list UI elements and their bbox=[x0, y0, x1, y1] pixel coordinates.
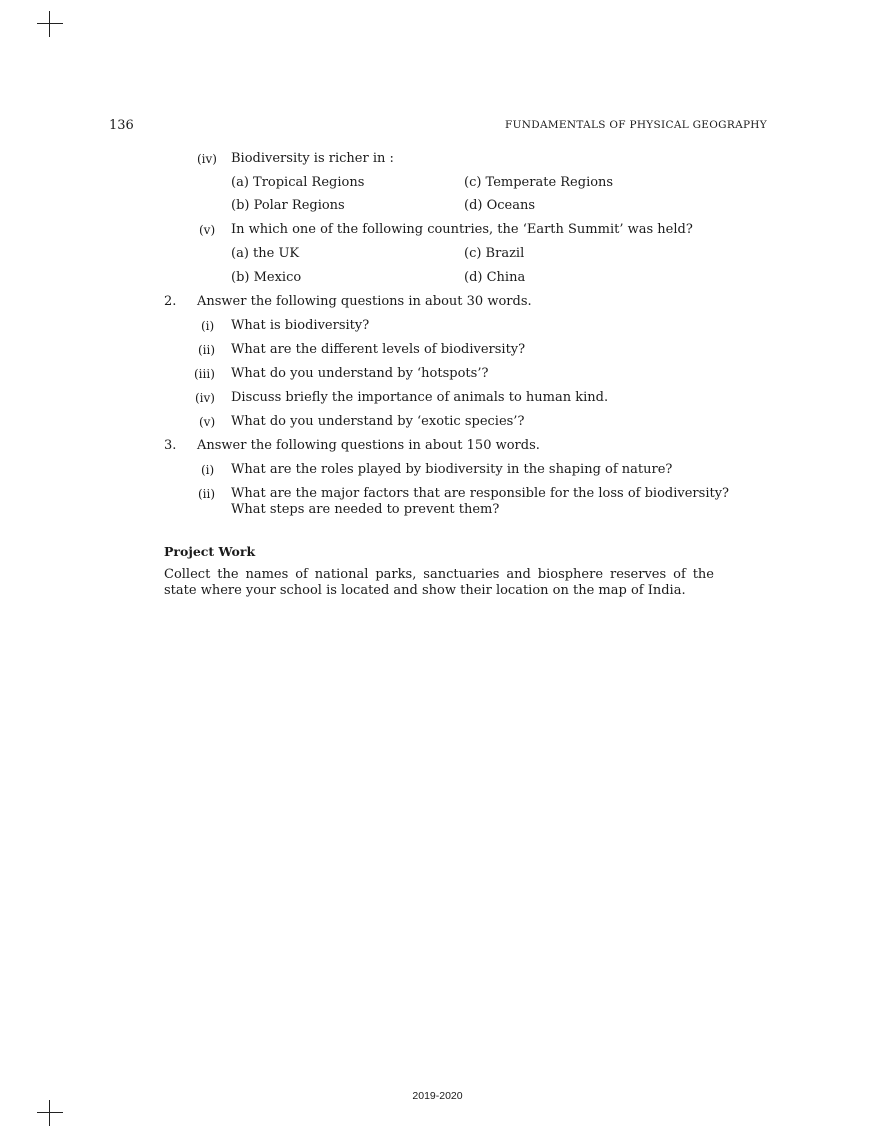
project-work-paragraph: Collect the names of national parks, sanctuaries and biosphere reserves of the state where your school is located and show their location on the map of India. bbox=[164, 567, 714, 598]
question-text: Answer the following questions in about 150 words. bbox=[197, 438, 540, 453]
item-text: Discuss briefly the importance of animals to human kind. bbox=[231, 390, 609, 405]
question-text: In which one of the following countries, the ‘Earth Summit’ was held? bbox=[231, 222, 693, 237]
item-number: (ii) bbox=[198, 343, 216, 357]
option-a: (a) Tropical Regions bbox=[231, 175, 365, 190]
option-a: (a) the UK bbox=[231, 246, 300, 261]
item-text: What are the roles played by biodiversity in the shaping of nature? bbox=[231, 462, 673, 477]
question-text: Answer the following questions in about 30 words. bbox=[197, 294, 532, 309]
running-head: FUNDAMENTALS OF PHYSICAL GEOGRAPHY bbox=[505, 119, 767, 131]
item-text: What do you understand by ‘exotic species’? bbox=[231, 414, 525, 429]
item-number: (i) bbox=[201, 319, 215, 333]
question-number: 2. bbox=[164, 294, 177, 309]
item-text: What are the major factors that are responsible for the loss of biodiversity? bbox=[231, 486, 730, 501]
item-number: (i) bbox=[201, 463, 215, 477]
crop-mark-bottom-left bbox=[37, 1100, 63, 1126]
item-number: (v) bbox=[199, 223, 216, 237]
item-number: (iv) bbox=[197, 152, 217, 166]
option-c: (c) Temperate Regions bbox=[464, 175, 614, 190]
item-number: (iii) bbox=[194, 367, 215, 381]
page-number: 136 bbox=[109, 118, 134, 133]
item-text: What do you understand by ‘hotspots’? bbox=[231, 366, 489, 381]
option-c: (c) Brazil bbox=[464, 246, 525, 261]
option-d: (d) Oceans bbox=[464, 198, 536, 213]
crop-mark-top-left bbox=[37, 11, 63, 37]
footer-year: 2019-2020 bbox=[412, 1090, 463, 1102]
option-d: (d) China bbox=[464, 270, 526, 285]
item-number: (v) bbox=[199, 415, 216, 429]
item-text: What are the different levels of biodiversity? bbox=[231, 342, 526, 357]
project-work-heading: Project Work bbox=[164, 544, 256, 559]
item-number: (ii) bbox=[198, 487, 216, 501]
question-number: 3. bbox=[164, 438, 177, 453]
item-text: What is biodiversity? bbox=[231, 318, 370, 333]
option-b: (b) Polar Regions bbox=[231, 198, 345, 213]
item-number: (iv) bbox=[195, 391, 215, 405]
option-b: (b) Mexico bbox=[231, 270, 302, 285]
question-text: Biodiversity is richer in : bbox=[231, 151, 394, 166]
item-text-continued: What steps are needed to prevent them? bbox=[231, 502, 500, 517]
